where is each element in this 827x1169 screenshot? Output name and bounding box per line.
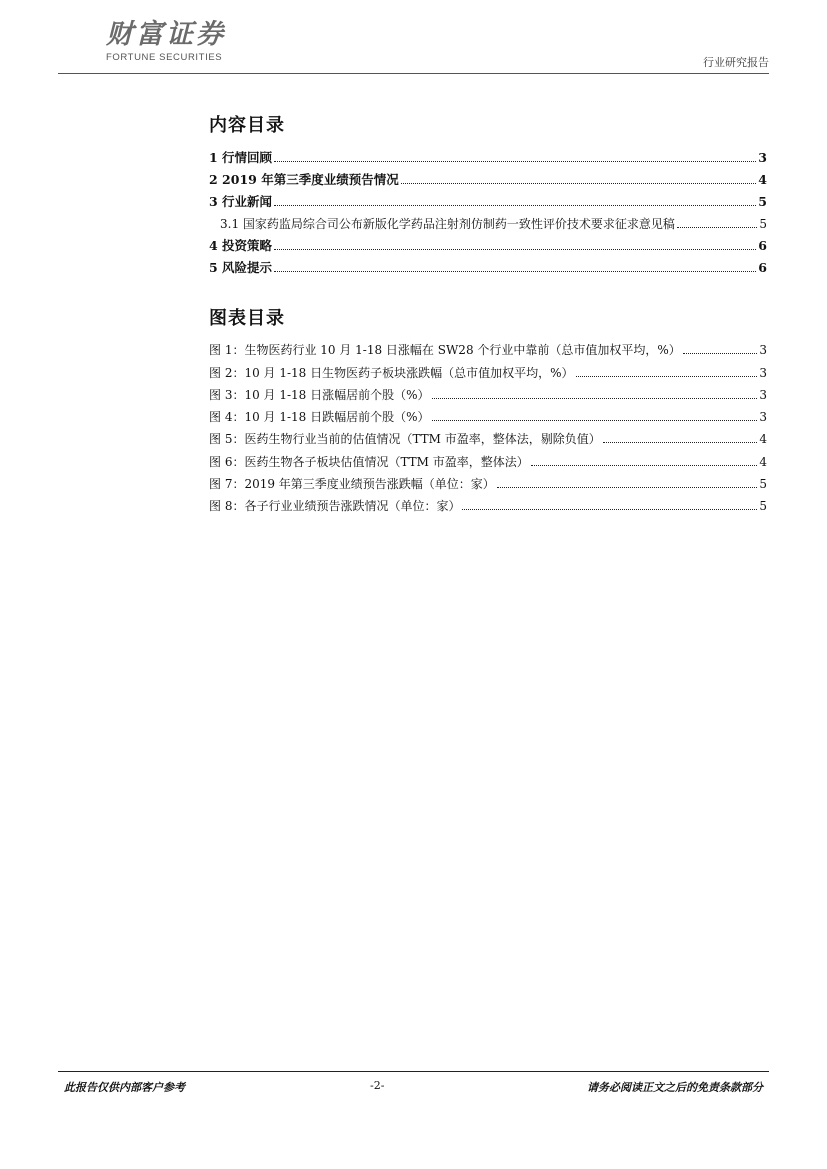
figure-entry-page: 3 bbox=[759, 387, 767, 402]
figure-entry-text: 图 5：医药生物行业当前的估值情况（TTM 市盈率，整体法，剔除负值） bbox=[209, 432, 601, 447]
toc-entry-text: 4 投资策略 bbox=[209, 238, 273, 253]
dot-leader bbox=[274, 160, 756, 162]
figure-entry-page: 4 bbox=[759, 432, 767, 447]
figures-title: 图表目录 bbox=[209, 308, 285, 329]
figure-entry[interactable] bbox=[209, 381, 767, 403]
figure-entry[interactable] bbox=[209, 447, 767, 469]
figure-entry-text: 图 2：10 月 1-18 日生物医药子板块涨跌幅（总市值加权平均，%） bbox=[209, 365, 574, 380]
dot-leader bbox=[497, 486, 758, 488]
dot-leader bbox=[432, 397, 758, 399]
figure-entry[interactable] bbox=[209, 358, 767, 380]
toc-list bbox=[209, 144, 767, 276]
toc-entry-page: 6 bbox=[758, 260, 767, 275]
toc-entry[interactable] bbox=[209, 166, 767, 188]
toc-entry[interactable] bbox=[209, 254, 767, 276]
dot-leader bbox=[274, 270, 756, 272]
toc-title: 内容目录 bbox=[209, 115, 285, 136]
report-type: 行业研究报告 bbox=[703, 56, 769, 69]
footer-divider bbox=[58, 1071, 769, 1072]
figure-entry-text: 图 4：10 月 1-18 日跌幅居前个股（%） bbox=[209, 410, 430, 425]
footer-notice: 请务必阅读正文之后的免责条款部分 bbox=[587, 1081, 763, 1094]
toc-entry-page: 3 bbox=[758, 150, 767, 165]
toc-entry[interactable] bbox=[209, 232, 767, 254]
figures-list bbox=[209, 336, 767, 514]
toc-entry[interactable] bbox=[209, 210, 767, 232]
figure-entry[interactable] bbox=[209, 425, 767, 447]
figure-entry-text: 图 8：各子行业业绩预告涨跌情况（单位：家） bbox=[209, 499, 461, 514]
footer-disclaimer: 此报告仅供内部客户参考 bbox=[64, 1081, 185, 1094]
toc-entry-text: 1 行情回顾 bbox=[209, 150, 273, 165]
figure-entry[interactable] bbox=[209, 403, 767, 425]
figure-entry-text: 图 1：生物医药行业 10 月 1-18 日涨幅在 SW28 个行业中靠前（总市值加权平均，%） bbox=[209, 343, 681, 358]
dot-leader bbox=[677, 226, 757, 228]
toc-entry-page: 5 bbox=[758, 194, 767, 209]
toc-entry-text: 5 风险提示 bbox=[209, 260, 273, 275]
dot-leader bbox=[576, 375, 758, 377]
figure-entry-page: 5 bbox=[759, 499, 767, 514]
header-divider bbox=[58, 73, 769, 74]
logo-chinese: 财富证券 bbox=[106, 19, 226, 50]
dot-leader bbox=[401, 182, 757, 184]
dot-leader bbox=[531, 464, 758, 466]
toc-entry-text: 3.1 国家药监局综合司公布新版化学药品注射剂仿制药一致性评价技术要求征求意见稿 bbox=[220, 217, 675, 231]
figure-entry-page: 3 bbox=[759, 410, 767, 425]
figure-entry-page: 3 bbox=[759, 365, 767, 380]
figure-entry-text: 图 3：10 月 1-18 日涨幅居前个股（%） bbox=[209, 387, 430, 402]
figure-entry-text: 图 7：2019 年第三季度业绩预告涨跌幅（单位：家） bbox=[209, 477, 495, 492]
dot-leader bbox=[432, 419, 758, 421]
toc-entry-text: 2 2019 年第三季度业绩预告情况 bbox=[209, 172, 399, 187]
dot-leader bbox=[603, 441, 758, 443]
toc-entry-text: 3 行业新闻 bbox=[209, 194, 273, 209]
dot-leader bbox=[274, 248, 756, 250]
toc-entry-page: 5 bbox=[759, 217, 767, 231]
company-logo bbox=[106, 20, 286, 68]
figure-entry-text: 图 6：医药生物各子板块估值情况（TTM 市盈率，整体法） bbox=[209, 454, 529, 469]
dot-leader bbox=[683, 352, 758, 354]
logo-english: FORTUNE SECURITIES bbox=[106, 52, 223, 63]
figure-entry[interactable] bbox=[209, 470, 767, 492]
figure-entry-page: 3 bbox=[759, 343, 767, 358]
toc-entry[interactable] bbox=[209, 144, 767, 166]
dot-leader bbox=[274, 204, 756, 206]
figure-entry-page: 5 bbox=[759, 477, 767, 492]
toc-entry-page: 6 bbox=[758, 238, 767, 253]
toc-entry[interactable] bbox=[209, 188, 767, 210]
figure-entry[interactable] bbox=[209, 492, 767, 514]
dot-leader bbox=[462, 508, 757, 510]
figure-entry-page: 4 bbox=[759, 454, 767, 469]
page-number: -2- bbox=[370, 1079, 385, 1092]
figure-entry[interactable] bbox=[209, 336, 767, 358]
toc-entry-page: 4 bbox=[758, 172, 767, 187]
